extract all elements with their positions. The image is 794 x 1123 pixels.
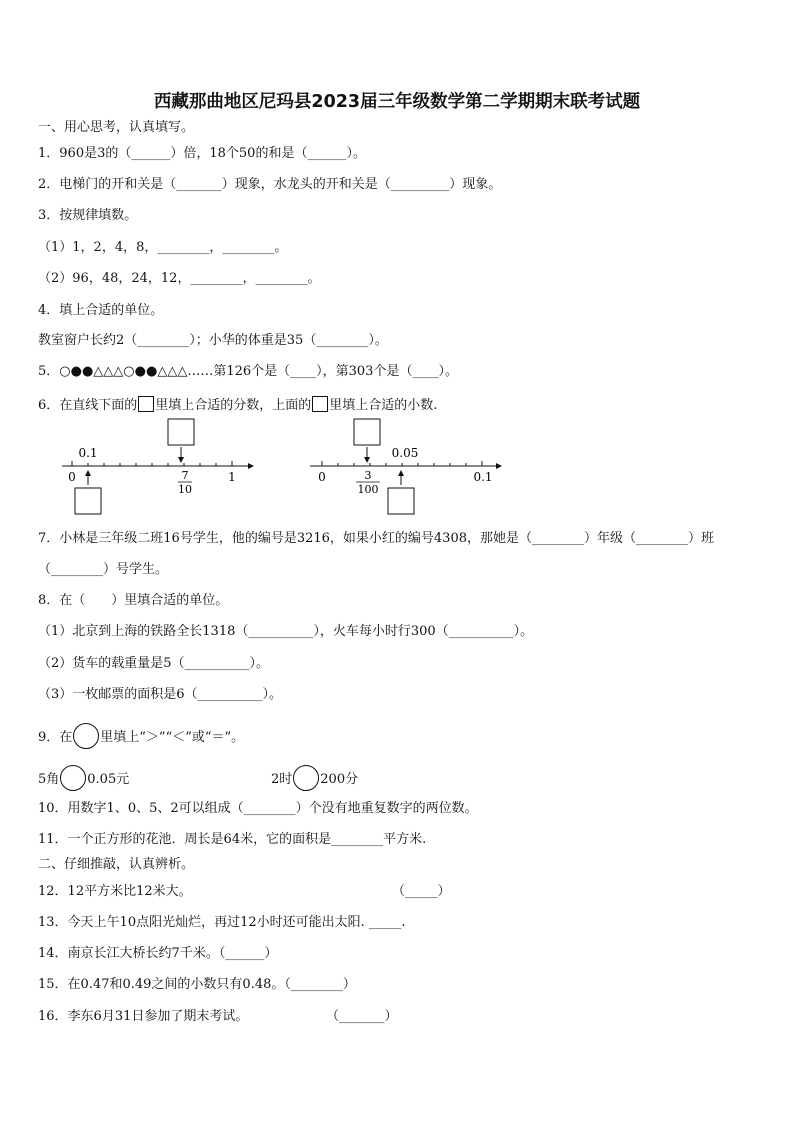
question-10: 10．用数字1、0、5、2可以组成（________）个没有地重复数字的两位数。	[38, 801, 478, 816]
answer-box-top[interactable]	[354, 419, 380, 445]
question-2: 2．电梯门的开和关是（_______）现象，水龙头的开和关是（_________）现象。	[38, 177, 502, 192]
question-9-item-1	[38, 765, 129, 791]
question-9-text-b: 里填上“＞”“＜”或“＝”。	[100, 730, 245, 745]
axis-ticks	[322, 461, 482, 466]
up-arrow-head-icon	[398, 470, 404, 476]
question-15: 15．在0.47和0.49之间的小数只有0.48。（________）	[38, 977, 356, 992]
question-9-text-a: 9．在	[38, 730, 73, 745]
question-14: 14．南京长江大桥长约7千米。（______）	[38, 946, 278, 961]
answer-box-top[interactable]	[168, 419, 194, 445]
question-9	[38, 723, 244, 749]
question-12: 12．12平方米比12米大。	[38, 884, 192, 899]
answer-circle-icon[interactable]	[60, 765, 86, 791]
number-line-2	[300, 415, 510, 515]
fraction-denominator: 10	[178, 483, 192, 496]
axis-arrow-icon	[496, 463, 502, 469]
question-6-text-a: 6．在直线下面的	[38, 398, 138, 413]
question-4-text: 教室窗户长约2（________）；小华的体重是35（________）。	[38, 333, 388, 348]
question-16: 16．李东6月31日参加了期末考试。	[38, 1009, 249, 1024]
question-4: 4．填上合适的单位。	[38, 303, 164, 318]
down-arrow-head-icon	[364, 457, 370, 463]
axis-ticks	[72, 461, 232, 466]
question-7-continued: （________）号学生。	[38, 562, 169, 577]
question-12-answer-blank[interactable]: （_____）	[392, 884, 451, 899]
question-6-text-c: 里填上合适的小数.	[329, 398, 438, 413]
answer-box-bottom[interactable]	[75, 488, 101, 514]
question-5: 5．○●●△△△○●●△△△……第126个是（____），第303个是（____）。	[38, 364, 458, 379]
question-13: 13．今天上午10点阳光灿烂，再过12小时还可能出太阳. _____.	[38, 915, 406, 930]
compare-left: 2时	[271, 772, 293, 787]
question-1: 1．960是3的（______）倍，18个50的和是（______）。	[38, 146, 366, 161]
page-title: 西藏那曲地区尼玛县2023届三年级数学第二学期期末联考试题	[153, 92, 641, 112]
question-3-part-1: （1）1，2，4，8，________，________。	[38, 240, 288, 255]
question-3: 3．按规律填数。	[38, 208, 138, 223]
question-8-part-2: （2）货车的载重量是5（__________）。	[38, 656, 270, 671]
fraction-numerator: 7	[181, 469, 189, 482]
compare-right: 200分	[320, 772, 359, 787]
label-end-0.1: 0.1	[473, 470, 493, 484]
axis-arrow-icon	[248, 463, 254, 469]
label-top-0.05: 0.05	[391, 446, 419, 460]
label-zero: 0	[318, 470, 326, 484]
answer-box-icon	[138, 396, 154, 412]
fraction-numerator: 3	[364, 469, 372, 482]
answer-box-icon	[312, 396, 328, 412]
question-16-answer-blank[interactable]: （_______）	[326, 1009, 398, 1024]
answer-circle-icon[interactable]	[73, 723, 99, 749]
fraction-denominator: 100	[357, 483, 379, 496]
question-8-part-3: （3）一枚邮票的面积是6（__________）。	[38, 687, 283, 702]
compare-left: 5角	[38, 772, 60, 787]
question-7: 7．小林是三年级二班16号学生，他的编号是3216，如果小红的编号4308，那她是（________）年级（________）班	[38, 531, 714, 546]
answer-box-bottom[interactable]	[388, 488, 414, 514]
question-8-part-1: （1）北京到上海的铁路全长1318（__________），火车每小时行300（__________）。	[38, 624, 534, 639]
question-11: 11．一个正方形的花池．周长是64米，它的面积是________平方米.	[38, 832, 427, 847]
up-arrow-head-icon	[85, 470, 91, 476]
label-one: 1	[228, 470, 236, 484]
question-3-part-2: （2）96，48，24，12，________，________。	[38, 271, 321, 286]
number-line-1	[50, 415, 260, 515]
down-arrow-head-icon	[178, 457, 184, 463]
question-6-text-b: 里填上合适的分数，上面的	[155, 398, 312, 413]
answer-circle-icon[interactable]	[293, 765, 319, 791]
question-9-item-2	[271, 765, 358, 791]
label-top-0.1: 0.1	[78, 446, 98, 460]
question-6	[38, 396, 437, 414]
label-zero: 0	[68, 470, 76, 484]
section-2-heading: 二、仔细推敲，认真辨析。	[38, 857, 195, 872]
question-8: 8．在（ ）里填合适的单位。	[38, 593, 229, 608]
compare-right: 0.05元	[87, 772, 130, 787]
section-1-heading: 一、用心思考，认真填写。	[38, 120, 195, 135]
